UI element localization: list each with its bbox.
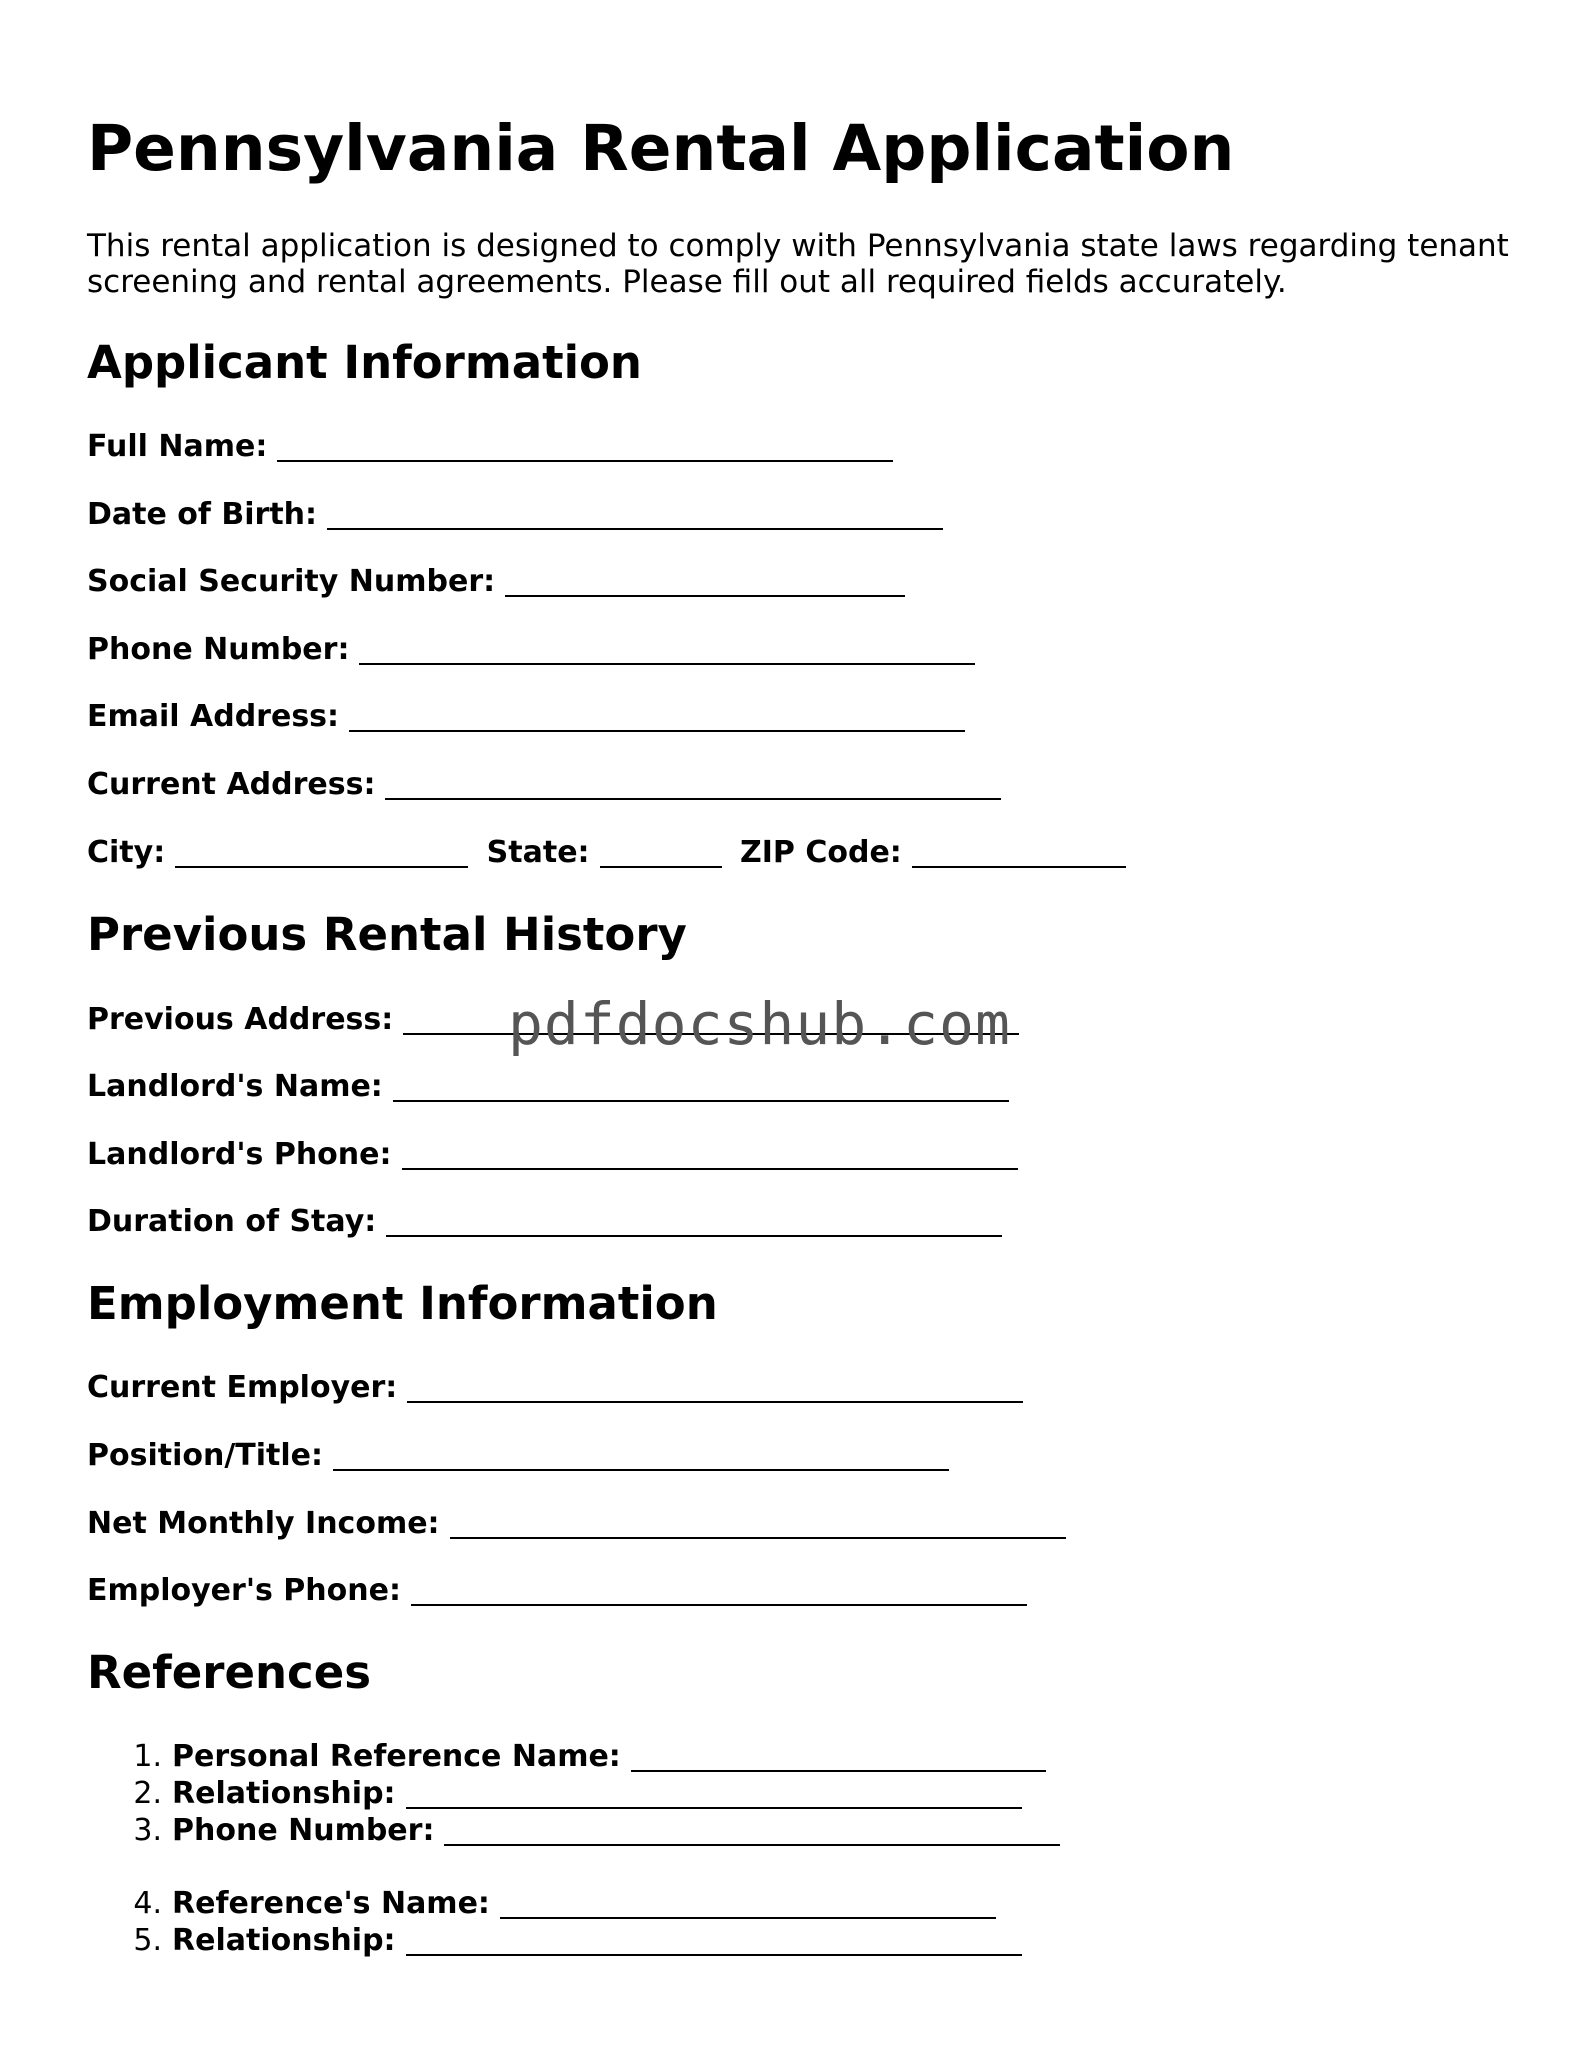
reference-label: Reference's Name: bbox=[172, 1886, 490, 1921]
section-heading-applicant: Applicant Information bbox=[87, 336, 642, 389]
field-label: Previous Address: bbox=[87, 1002, 394, 1037]
watermark-text: pdfdocshub.com bbox=[508, 990, 1011, 1058]
field-label: Employer's Phone: bbox=[87, 1573, 401, 1608]
reference2-name-input-line[interactable] bbox=[500, 1917, 996, 1919]
section-heading-employment: Employment Information bbox=[87, 1277, 718, 1330]
references-list-1 bbox=[87, 1738, 1060, 1849]
relationship2-input-line[interactable] bbox=[406, 1954, 1022, 1956]
position-input-line[interactable] bbox=[333, 1469, 949, 1471]
dob-input-line[interactable] bbox=[327, 528, 943, 530]
phone-input-line[interactable] bbox=[359, 663, 975, 665]
references-list-2 bbox=[87, 1885, 1022, 1959]
state-input-line[interactable] bbox=[600, 866, 722, 868]
section-heading-rental-history: Previous Rental History bbox=[87, 908, 687, 961]
field-current-address bbox=[87, 766, 1001, 804]
email-input-line[interactable] bbox=[349, 730, 965, 732]
field-phone-number bbox=[87, 631, 975, 669]
state-label: State: bbox=[486, 835, 590, 870]
landlord-phone-input-line[interactable] bbox=[402, 1168, 1018, 1170]
relationship-input-line[interactable] bbox=[406, 1807, 1022, 1809]
section-heading-references: References bbox=[87, 1646, 371, 1699]
duration-input-line[interactable] bbox=[386, 1235, 1002, 1237]
employer-phone-input-line[interactable] bbox=[411, 1604, 1027, 1606]
list-item: 4. Reference's Name: bbox=[87, 1885, 1022, 1922]
field-ssn bbox=[87, 563, 905, 601]
field-current-employer bbox=[87, 1369, 1023, 1407]
reference-phone-input-line[interactable] bbox=[444, 1844, 1060, 1846]
zip-label: ZIP Code: bbox=[740, 835, 902, 870]
field-label: Phone Number: bbox=[87, 632, 350, 667]
full-name-input-line[interactable] bbox=[277, 460, 893, 462]
list-item: 5. Relationship: bbox=[87, 1922, 1022, 1959]
field-label: Date of Birth: bbox=[87, 497, 318, 532]
ssn-input-line[interactable] bbox=[505, 595, 905, 597]
field-label: Social Security Number: bbox=[87, 564, 496, 599]
zip-input-line[interactable] bbox=[912, 866, 1126, 868]
field-label: Email Address: bbox=[87, 699, 340, 734]
field-full-name bbox=[87, 428, 893, 466]
city-input-line[interactable] bbox=[175, 866, 468, 868]
field-landlord-phone bbox=[87, 1136, 1018, 1174]
city-label: City: bbox=[87, 835, 166, 870]
address-input-line[interactable] bbox=[385, 798, 1001, 800]
reference-label: Relationship: bbox=[172, 1776, 396, 1811]
field-date-of-birth bbox=[87, 496, 943, 534]
list-item: 2. Relationship: bbox=[87, 1775, 1060, 1812]
field-duration-of-stay bbox=[87, 1203, 1002, 1241]
list-item: 1. Personal Reference Name: bbox=[87, 1738, 1060, 1775]
field-label: Net Monthly Income: bbox=[87, 1506, 440, 1541]
field-net-monthly-income bbox=[87, 1505, 1066, 1543]
reference-label: Relationship: bbox=[172, 1923, 396, 1958]
reference-label: Personal Reference Name: bbox=[172, 1739, 621, 1774]
field-label: Landlord's Phone: bbox=[87, 1137, 392, 1172]
field-label: Duration of Stay: bbox=[87, 1204, 377, 1239]
field-label: Full Name: bbox=[87, 429, 268, 464]
reference-label: Phone Number: bbox=[172, 1813, 435, 1848]
field-label: Landlord's Name: bbox=[87, 1069, 383, 1104]
field-label: Current Address: bbox=[87, 767, 376, 802]
intro-text: This rental application is designed to comply with Pennsylvania state laws regarding tenant screening and rental agreements. Please fill out all required fields accurately. bbox=[87, 228, 1509, 300]
income-input-line[interactable] bbox=[450, 1537, 1066, 1539]
field-position-title bbox=[87, 1437, 949, 1475]
page-title: Pennsylvania Rental Application bbox=[87, 112, 1235, 185]
field-label: Position/Title: bbox=[87, 1438, 324, 1473]
field-employer-phone bbox=[87, 1572, 1027, 1610]
field-label: Current Employer: bbox=[87, 1370, 398, 1405]
employer-input-line[interactable] bbox=[407, 1401, 1023, 1403]
field-city-state-zip bbox=[87, 834, 1126, 872]
reference-name-input-line[interactable] bbox=[631, 1770, 1046, 1772]
landlord-name-input-line[interactable] bbox=[393, 1100, 1009, 1102]
field-landlord-name bbox=[87, 1068, 1009, 1106]
field-email-address bbox=[87, 698, 965, 736]
list-item: 3. Phone Number: bbox=[87, 1812, 1060, 1849]
